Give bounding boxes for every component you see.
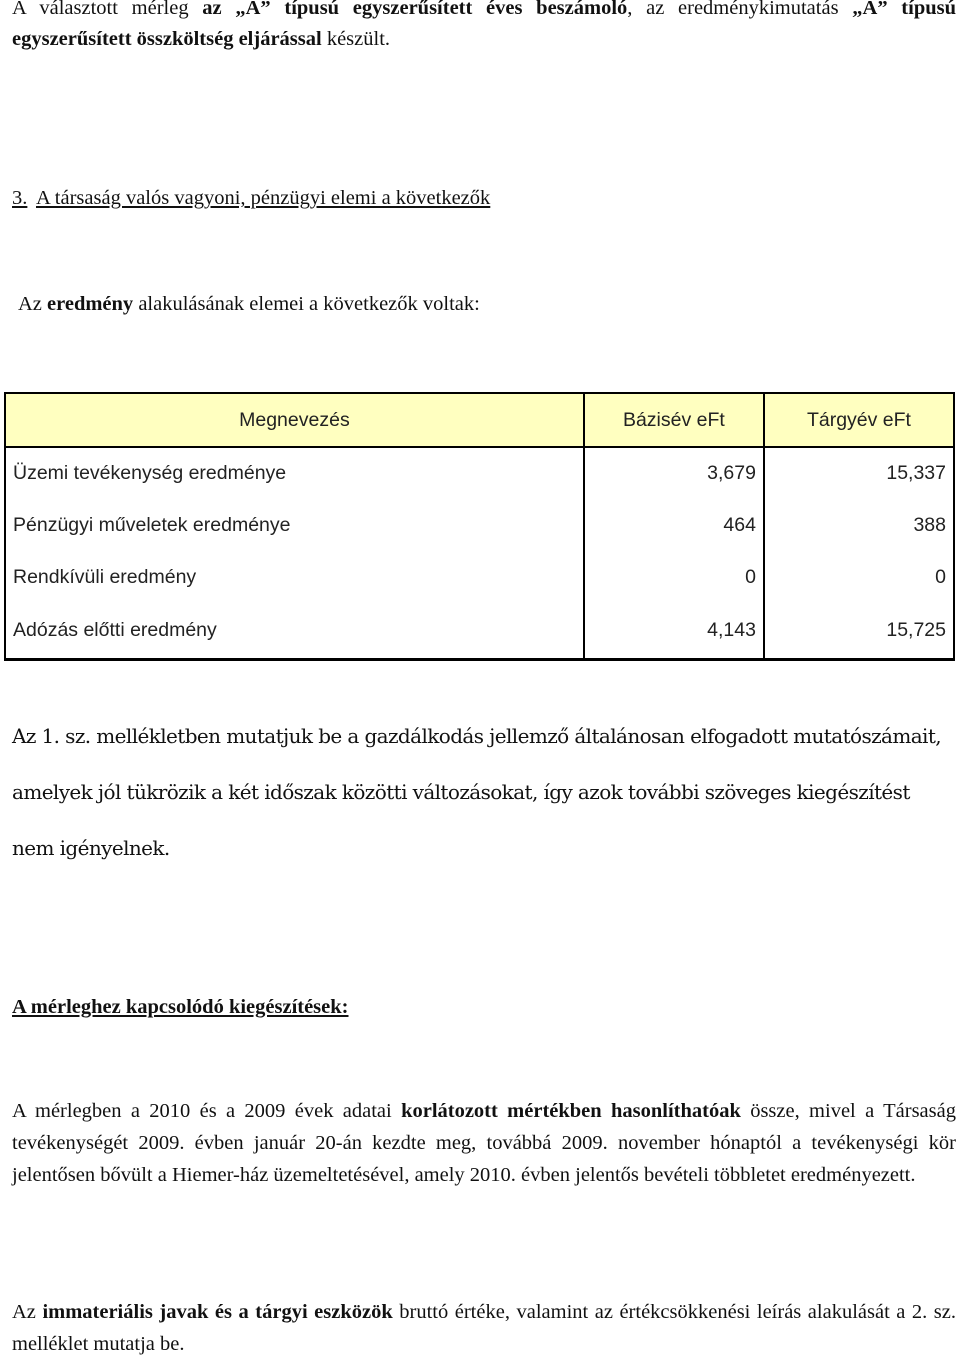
table-row [5, 447, 954, 499]
annex-line-2: amelyek jól tükrözik a két időszak közötti változásokat, így azok további szöveges kiegészítést [12, 780, 910, 804]
balance-bold: korlátozott mértékben hasonlíthatóak [401, 1100, 741, 1122]
row-current-value: 15,337 [764, 447, 954, 499]
supplement-heading [12, 992, 956, 1023]
assets-paragraph [12, 1296, 956, 1360]
section-3-heading [12, 183, 956, 214]
intro-text-3: készült. [321, 28, 391, 50]
header-name: Megnevezés [5, 393, 584, 447]
balance-text-2: össze, mivel a Társaság tevékenységét 2009. évben január 20-án kezdte meg, továbbá 2009. november hónaptól a tevékenységi kör jelentősen bővült a Hiemer-ház üzemeltetésével, amely 2010. évben jelentős bevételi többletet eredményezett. [12, 1100, 956, 1186]
assets-bold: immateriális javak és a tárgyi eszközök [42, 1301, 393, 1323]
section-3-number: 3. [12, 187, 28, 209]
balance-paragraph [12, 1095, 956, 1191]
elements-intro-bold: eredmény [47, 293, 134, 315]
row-name: Üzemi tevékenység eredménye [5, 447, 584, 499]
result-table [4, 392, 955, 661]
section-3-title: A társaság valós vagyoni, pénzügyi elemi a következők [36, 187, 491, 209]
row-base-value: 4,143 [584, 603, 764, 659]
table-row [5, 551, 954, 603]
row-base-value: 464 [584, 499, 764, 551]
row-current-value: 0 [764, 551, 954, 603]
row-base-value: 0 [584, 551, 764, 603]
row-current-value: 388 [764, 499, 954, 551]
intro-text-1: A választott mérleg [12, 0, 203, 19]
intro-paragraph [12, 0, 956, 55]
header-base-year: Bázisév eFt [584, 393, 764, 447]
header-current-year: Tárgyév eFt [764, 393, 954, 447]
elements-intro-text-1: Az [18, 293, 48, 315]
annex-line-3: nem igényelnek. [12, 836, 170, 860]
balance-text-1: A mérlegben a 2010 és a 2009 évek adatai [12, 1100, 402, 1122]
intro-bold-2: „A” típusú egyszerűsített összköltség eljárással [12, 0, 957, 50]
table-row [5, 499, 954, 551]
row-current-value: 15,725 [764, 603, 954, 659]
supplement-heading-text: A mérleghez kapcsolódó kiegészítések: [12, 996, 349, 1018]
elements-intro-paragraph [18, 289, 956, 320]
row-base-value: 3,679 [584, 447, 764, 499]
intro-text-2: , az eredménykimutatás [627, 0, 853, 19]
result-table-header-row [5, 393, 954, 447]
row-name: Pénzügyi műveletek eredménye [5, 499, 584, 551]
annex-paragraph [12, 708, 956, 876]
elements-intro-text-2: alakulásának elemei a következők voltak: [133, 293, 480, 315]
table-row [5, 603, 954, 659]
intro-bold-1: az „A” típusú egyszerűsített éves beszámoló [202, 0, 628, 19]
annex-line-1: Az 1. sz. mellékletben mutatjuk be a gazdálkodás jellemző általánosan elfogadott mutatószámait, [12, 724, 942, 748]
row-name: Rendkívüli eredmény [5, 551, 584, 603]
assets-text-1: Az [12, 1301, 43, 1323]
assets-text-2: bruttó értéke, valamint az értékcsökkenési leírás alakulását a 2. sz. melléklet mutatja be. [12, 1301, 957, 1355]
row-name: Adózás előtti eredmény [5, 603, 584, 659]
